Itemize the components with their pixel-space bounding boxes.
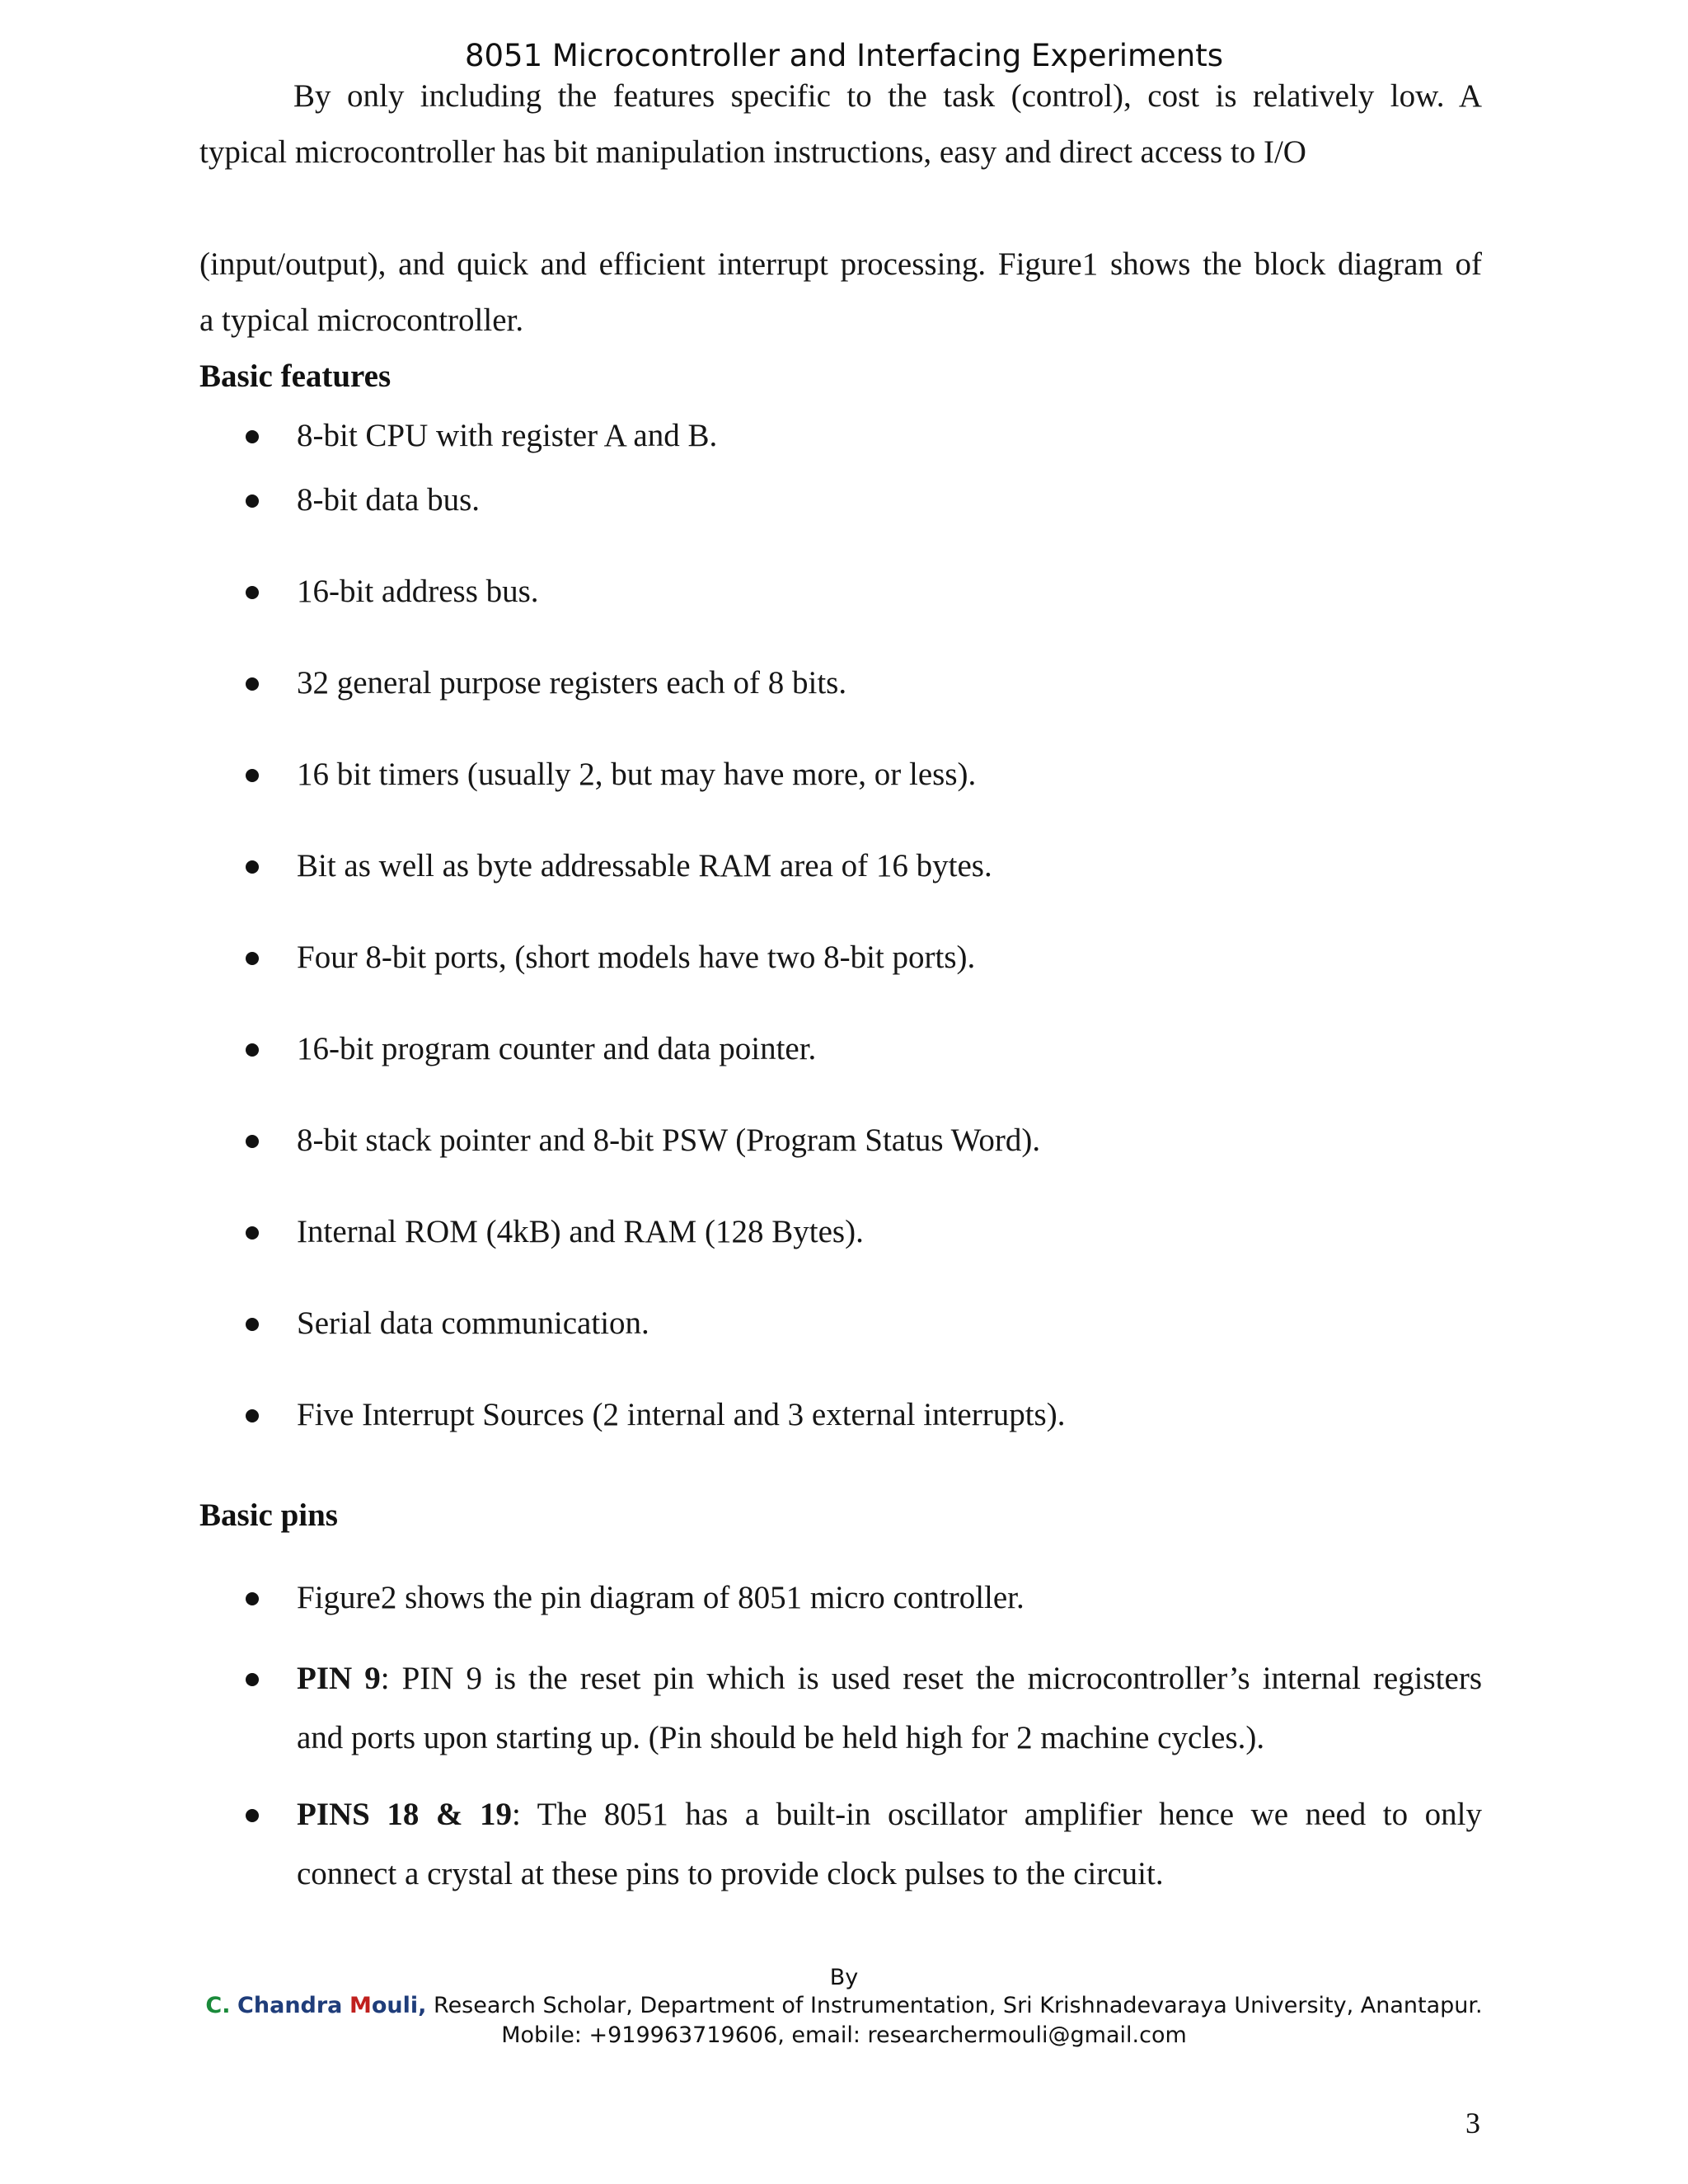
- feature-item: 8-bit CPU with register A and B.: [297, 418, 718, 453]
- bullet-icon: [246, 952, 259, 965]
- feature-item: 32 general purpose registers each of 8 bits.: [297, 665, 847, 701]
- author-initial: C.: [205, 1993, 231, 2018]
- author-first-initial: C: [237, 1993, 254, 2018]
- bullet-icon: [246, 1592, 259, 1605]
- footer-contact: Mobile: +919963719606, email: researchermouli@gmail.com: [501, 2022, 1187, 2048]
- intro-line-3: (input/output), and quick and efficient interrupt processing. Figure1 shows the block diagram of: [199, 246, 1482, 282]
- feature-item: Four 8-bit ports, (short models have two 8-bit ports).: [297, 940, 976, 975]
- feature-item: 8-bit data bus.: [297, 482, 481, 518]
- bullet-icon: [246, 769, 259, 782]
- pins-item-pins1819-line1: [297, 1796, 1482, 1833]
- footer-by: By: [829, 1965, 859, 1990]
- bullet-icon: [246, 494, 259, 508]
- pin9-text: : PIN 9 is the reset pin which is used reset the microcontroller’s internal registers: [380, 1661, 1482, 1696]
- feature-item: Internal ROM (4kB) and RAM (128 Bytes).: [297, 1214, 864, 1249]
- author-first-rest: handra: [253, 1993, 343, 2018]
- bullet-icon: [246, 1809, 259, 1822]
- feature-item: 8-bit stack pointer and 8-bit PSW (Program Status Word).: [297, 1122, 1041, 1158]
- page-number: 3: [1465, 2107, 1480, 2139]
- bullet-icon: [246, 1318, 259, 1331]
- feature-item: 16-bit program counter and data pointer.: [297, 1031, 817, 1066]
- intro-line-2: typical microcontroller has bit manipulation instructions, easy and direct access to I/O: [199, 134, 1306, 170]
- pin9-label: PIN 9: [297, 1661, 381, 1696]
- intro-line-1: By only including the features specific to the task (control), cost is relatively low. A: [293, 78, 1482, 114]
- bullet-icon: [246, 677, 259, 691]
- footer-author-line: [0, 1993, 1688, 2018]
- feature-item: Bit as well as byte addressable RAM area of 16 bytes.: [297, 848, 992, 883]
- pins-item-pin9-line2: and ports upon starting up. (Pin should be held high for 2 machine cycles.).: [297, 1720, 1265, 1755]
- pins-item-pins1819-line2: connect a crystal at these pins to provide clock pulses to the circuit.: [297, 1856, 1164, 1891]
- pins1819-text: : The 8051 has a built-in oscillator amplifier hence we need to only: [511, 1797, 1483, 1832]
- intro-line-4: a typical microcontroller.: [199, 302, 524, 338]
- feature-item: 16 bit timers (usually 2, but may have more, or less).: [297, 757, 977, 792]
- feature-item: Five Interrupt Sources (2 internal and 3 external interrupts).: [297, 1397, 1066, 1432]
- bullet-icon: [246, 860, 259, 874]
- pins-item-pin9-line1: [297, 1660, 1482, 1697]
- feature-item: 16-bit address bus.: [297, 574, 539, 609]
- bullet-icon: [246, 586, 259, 599]
- bullet-icon: [246, 430, 259, 443]
- basic-features-heading: Basic features: [199, 359, 392, 394]
- bullet-icon: [246, 1409, 259, 1422]
- author-affiliation: Research Scholar, Department of Instrumentation, Sri Krishnadevaraya University, Anantapur.: [434, 1993, 1483, 2018]
- bullet-icon: [246, 1135, 259, 1148]
- feature-item: Serial data communication.: [297, 1305, 649, 1341]
- pins1819-label: PINS 18 & 19: [297, 1797, 512, 1832]
- author-last-initial: M: [349, 1993, 372, 2018]
- running-header-title: 8051 Microcontroller and Interfacing Experiments: [464, 38, 1224, 73]
- basic-pins-heading: Basic pins: [199, 1497, 338, 1533]
- pins-item-figure2: Figure2 shows the pin diagram of 8051 micro controller.: [297, 1580, 1025, 1615]
- bullet-icon: [246, 1226, 259, 1240]
- bullet-icon: [246, 1043, 259, 1057]
- bullet-icon: [246, 1673, 259, 1686]
- author-last-rest: ouli,: [371, 1993, 427, 2018]
